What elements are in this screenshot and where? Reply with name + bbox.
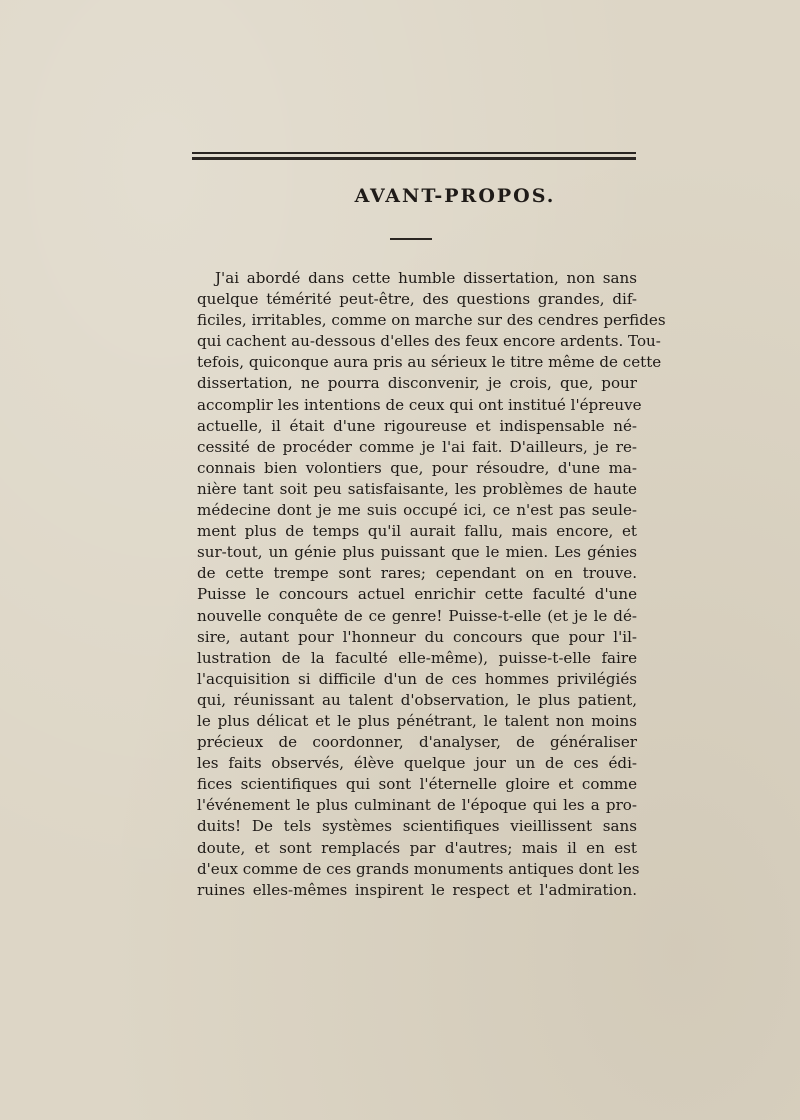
page-title-text: AVANT-PROPOS. bbox=[354, 185, 556, 207]
text-line: l'événement le plus culminant de l'époque qui les a pro- bbox=[197, 796, 637, 815]
text-line: qui, réunissant au talent d'observation, le plus patient, bbox=[197, 690, 637, 709]
text-line: ruines elles-mêmes inspirent le respect et l'admiration. bbox=[197, 880, 637, 899]
text-line: dissertation, ne pourra disconvenir, je crois, que, pour bbox=[197, 374, 637, 393]
page-title bbox=[0, 185, 800, 207]
header-rule-thin bbox=[192, 152, 636, 154]
text-line: duits! De tels systèmes scientifiques vieillissent sans bbox=[197, 817, 637, 836]
text-line: cessité de procéder comme je l'ai fait. D'ailleurs, je re- bbox=[197, 437, 637, 456]
text-line: connais bien volontiers que, pour résoudre, d'une ma- bbox=[197, 458, 637, 477]
text-line: Puisse le concours actuel enrichir cette faculté d'une bbox=[197, 585, 637, 604]
title-underline-rule bbox=[390, 238, 432, 240]
text-line: J'ai abordé dans cette humble dissertation, non sans bbox=[215, 269, 637, 287]
text-line: nière tant soit peu satisfaisante, les problèmes de haute bbox=[197, 479, 637, 498]
text-line: fices scientifiques qui sont l'éternelle gloire et comme bbox=[197, 775, 637, 794]
text-line: l'acquisition si difficile d'un de ces hommes privilégiés bbox=[197, 669, 637, 688]
text-line: le plus délicat et le plus pénétrant, le talent non moins bbox=[197, 711, 637, 730]
text-line: médecine dont je me suis occupé ici, ce n'est pas seule- bbox=[197, 501, 637, 520]
text-line: ficiles, irritables, comme on marche sur des cendres perfides bbox=[197, 311, 666, 330]
text-line: d'eux comme de ces grands monuments antiques dont les bbox=[197, 859, 640, 878]
text-line: sur-tout, un génie plus puissant que le mien. Les génies bbox=[197, 543, 637, 562]
text-line: les faits observés, élève quelque jour un de ces édi- bbox=[197, 754, 637, 773]
text-line: quelque témérité peut-être, des questions grandes, dif- bbox=[197, 290, 637, 309]
text-line: nouvelle conquête de ce genre! Puisse-t-elle (et je le dé- bbox=[197, 606, 637, 625]
text-line: tefois, quiconque aura pris au sérieux le titre même de cette bbox=[197, 353, 662, 372]
text-line: précieux de coordonner, d'analyser, de généraliser bbox=[197, 733, 637, 752]
text-line: qui cachent au-dessous d'elles des feux encore ardents. Tou- bbox=[197, 332, 661, 351]
header-rule-thick bbox=[192, 157, 636, 160]
text-line: actuelle, il était d'une rigoureuse et indispensable né- bbox=[197, 416, 637, 435]
header-double-rule bbox=[192, 152, 636, 160]
text-line: de cette trempe sont rares; cependant on en trouve. bbox=[197, 564, 637, 583]
text-line: sire, autant pour l'honneur du concours que pour l'il- bbox=[197, 627, 637, 646]
text-line: accomplir les intentions de ceux qui ont institué l'épreuve bbox=[197, 395, 642, 414]
text-line: lustration de la faculté elle-même), puisse-t-elle faire bbox=[197, 648, 637, 667]
text-line: doute, et sont remplacés par d'autres; mais il en est bbox=[197, 838, 637, 857]
body-text bbox=[197, 268, 666, 901]
text-line: ment plus de temps qu'il aurait fallu, mais encore, et bbox=[197, 522, 637, 541]
